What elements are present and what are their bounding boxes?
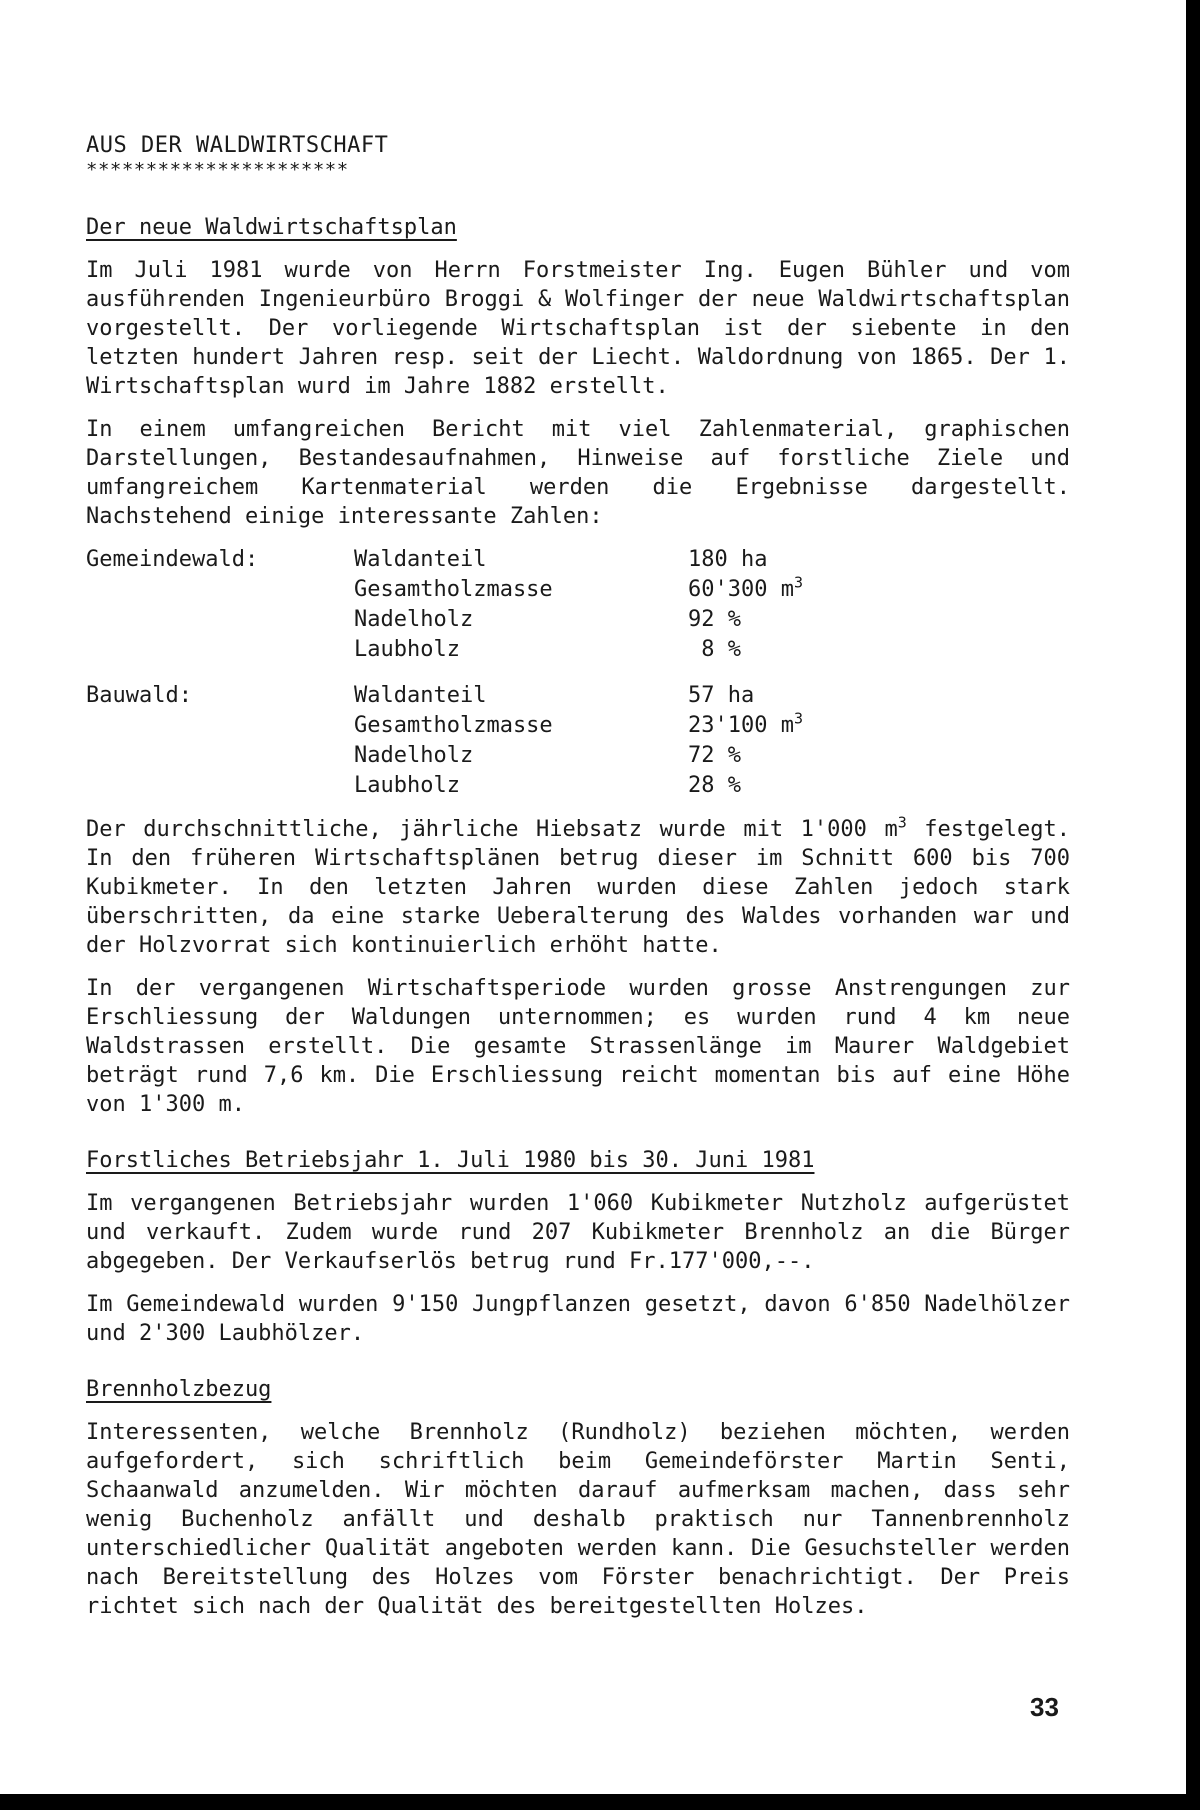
group-label: Gemeindewald: xyxy=(86,547,259,572)
table-row xyxy=(86,665,808,711)
paragraph: In der vergangenen Wirtschaftsperiode wurden grosse Anstrengungen zur Erschliessung der Waldungen unternommen; es wurden rund 4 km neue Waldstrassen erstellt. Die gesamte Strassenlänge im Maurer Waldgebiet beträgt rund 7,6 km. Die Erschliessung reicht momentan bis auf eine Höhe von 1'300 m. xyxy=(86,976,1070,1117)
heading-brennholzbezug: Brennholzbezug xyxy=(86,1377,272,1402)
stat-value: 60'300 $m^3$ xyxy=(688,573,803,602)
table-row xyxy=(86,605,808,635)
paragraph: Im vergangenen Betriebsjahr wurden 1'060 Kubikmeter Nutzholz aufgerüstet und verkauft. Zudem wurde rund 207 Kubikmeter Brennholz an die Bürger abgegeben. Der Verkaufserlös betrug rund Fr.177'000,--. xyxy=(86,1191,1070,1274)
table-row xyxy=(86,575,808,605)
stat-name: Nadelholz xyxy=(354,607,474,632)
table-row xyxy=(86,711,808,741)
stat-value: 28 % xyxy=(688,773,741,798)
scan-edge-right xyxy=(1186,0,1200,1810)
stat-name: Nadelholz xyxy=(354,743,474,768)
stat-value: 180 ha xyxy=(688,547,768,572)
stat-name: Waldanteil xyxy=(354,547,487,572)
page-content xyxy=(86,132,1070,1635)
scan-edge-bottom xyxy=(0,1794,1200,1810)
stat-value: 23'100 $m^3$ xyxy=(688,709,803,738)
paragraph: Im Juli 1981 wurde von Herrn Forstmeister Ing. Eugen Bühler und vom ausführenden Ingenieurbüro Broggi & Wolfinger der neue Waldwirtschaftsplan vorgestellt. Der vorliegende Wirtschaftsplan ist der siebente in den letzten hundert Jahren resp. seit der Liecht. Waldordnung von 1865. Der 1. Wirtschaftsplan wurd im Jahre 1882 erstellt. xyxy=(86,258,1070,399)
page-number: 33 xyxy=(1030,1692,1059,1722)
group-label: Bauwald: xyxy=(86,683,192,708)
table-row xyxy=(86,545,808,575)
paragraph-hiebsatz: Der durchschnittliche, jährliche Hiebsatz wurde mit 1'000 $m^3$ festgelegt. In den früheren Wirtschaftsplänen betrug dieser im Schnitt 600 bis 700 Kubikmeter. In den letzten Jahren wurden diese Zahlen jedoch stark überschritten, da eine starke Ueberalterung des Waldes vorhanden war und der Holzvorrat sich kontinuierlich erhöht hatte. xyxy=(86,813,1070,958)
paragraph: Interessenten, welche Brennholz (Rundholz) beziehen möchten, werden aufgefordert, sich schriftlich beim Gemeindeförster Martin Senti, Schaanwald anzumelden. Wir möchten darauf aufmerksam machen, dass sehr wenig Buchenholz anfällt und deshalb praktisch nur Tannenbrennholz unterschiedlicher Qualität angeboten werden kann. Die Gesuchsteller werden nach Bereitstellung des Holzes vom Förster benachrichtigt. Der Preis richtet sich nach der Qualität des bereitgestellten Holzes. xyxy=(86,1420,1070,1619)
heading-waldwirtschaftsplan: Der neue Waldwirtschaftsplan xyxy=(86,215,457,240)
stat-name: Gesamtholzmasse xyxy=(354,713,553,738)
stat-name: Laubholz xyxy=(354,773,460,798)
title-underline-stars: ********************** xyxy=(86,159,349,181)
forest-stats-table xyxy=(86,545,808,801)
stat-name: Waldanteil xyxy=(354,683,487,708)
paragraph: Im Gemeindewald wurden 9'150 Jungpflanzen gesetzt, davon 6'850 Nadelhölzer und 2'300 Laubhölzer. xyxy=(86,1292,1070,1346)
paragraph: In einem umfangreichen Bericht mit viel Zahlenmaterial, graphischen Darstellungen, Bestandesaufnahmen, Hinweise auf forstliche Ziele und umfangreichem Kartenmaterial werden die Ergebnisse dargestellt. Nachstehend einige interessante Zahlen: xyxy=(86,417,1070,529)
heading-betriebsjahr: Forstliches Betriebsjahr 1. Juli 1980 bis 30. Juni 1981 xyxy=(86,1148,815,1173)
table-row xyxy=(86,741,808,771)
stat-value: 57 ha xyxy=(688,683,755,708)
stat-value: 92 % xyxy=(688,607,741,632)
stat-name: Gesamtholzmasse xyxy=(354,577,553,602)
stat-value: 8 % xyxy=(688,637,741,662)
stat-value: 72 % xyxy=(688,743,741,768)
section-title: AUS DER WALDWIRTSCHAFT xyxy=(86,133,389,158)
table-row xyxy=(86,635,808,665)
table-row xyxy=(86,771,808,801)
stat-name: Laubholz xyxy=(354,637,460,662)
